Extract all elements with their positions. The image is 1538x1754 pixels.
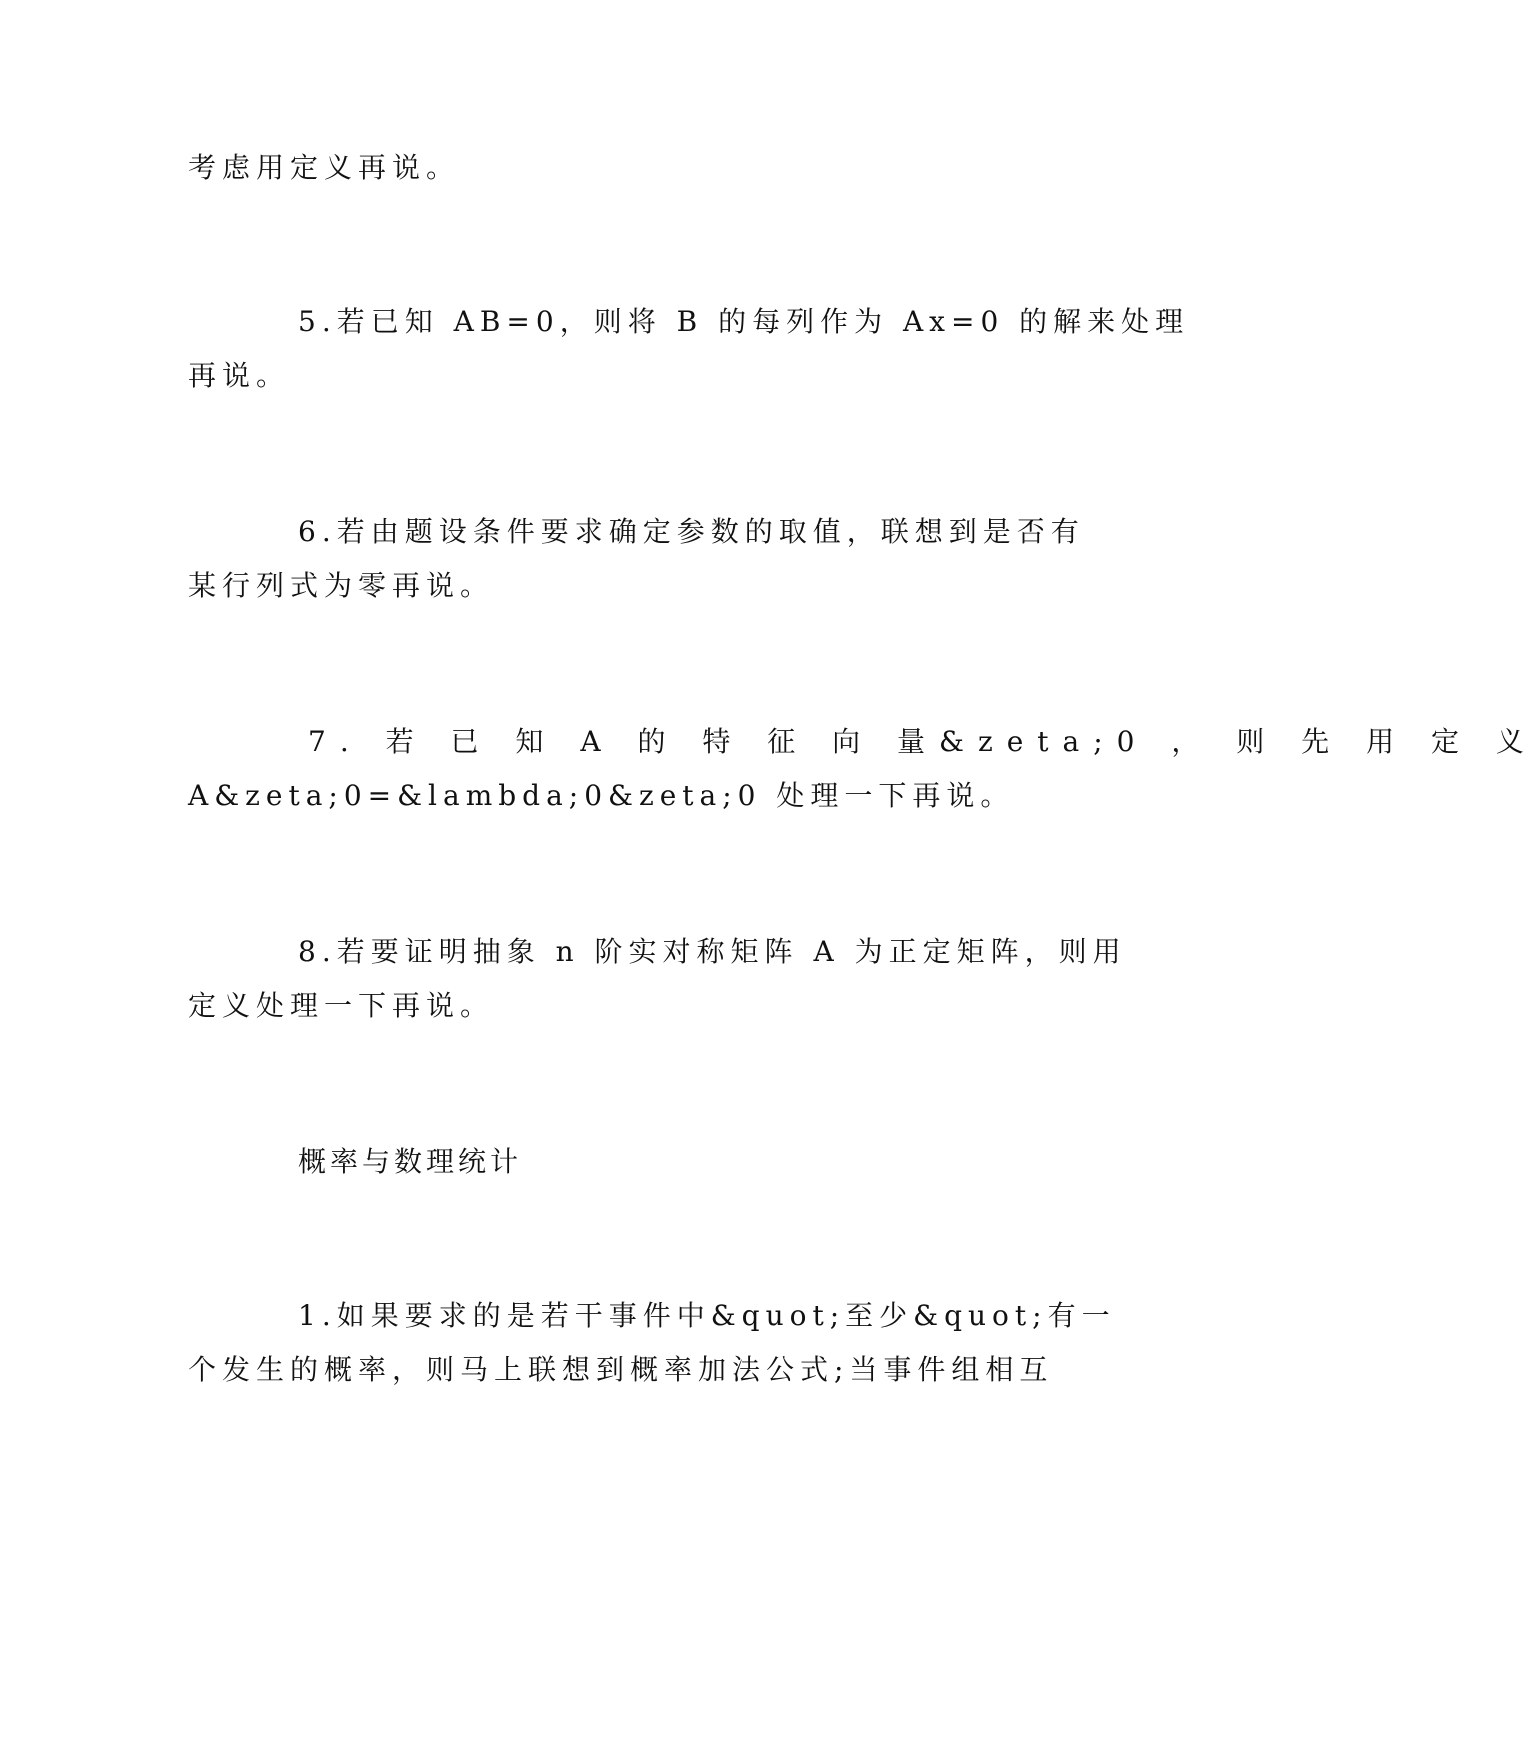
paragraph-line: 个发生的概率，则马上联想到概率加法公式;当事件组相互 — [188, 1353, 1054, 1386]
section-heading: 概率与数理统计 — [298, 1145, 523, 1178]
paragraph-line: 定义处理一下再说。 — [188, 989, 495, 1022]
paragraph-line: 再说。 — [188, 359, 291, 392]
paragraph-line: 8.若要证明抽象 n 阶实对称矩阵 A 为正定矩阵，则用 — [298, 935, 1127, 968]
paragraph-line: 7. 若 已 知 A 的 特 征 向 量&zeta;0 ， 则 先 用 定 义 — [308, 725, 1538, 758]
paragraph-line: 考虑用定义再说。 — [188, 151, 461, 184]
paragraph-line: 某行列式为零再说。 — [188, 569, 495, 602]
paragraph-line: 1.如果要求的是若干事件中&quot;至少&quot;有一 — [298, 1299, 1116, 1332]
paragraph-line: 5.若已知 AB=0，则将 B 的每列作为 Ax=0 的解来处理 — [298, 305, 1190, 338]
paragraph-line: 6.若由题设条件要求确定参数的取值，联想到是否有 — [298, 515, 1085, 548]
paragraph-line: A&zeta;0=&lambda;0&zeta;0 处理一下再说。 — [188, 779, 1015, 812]
